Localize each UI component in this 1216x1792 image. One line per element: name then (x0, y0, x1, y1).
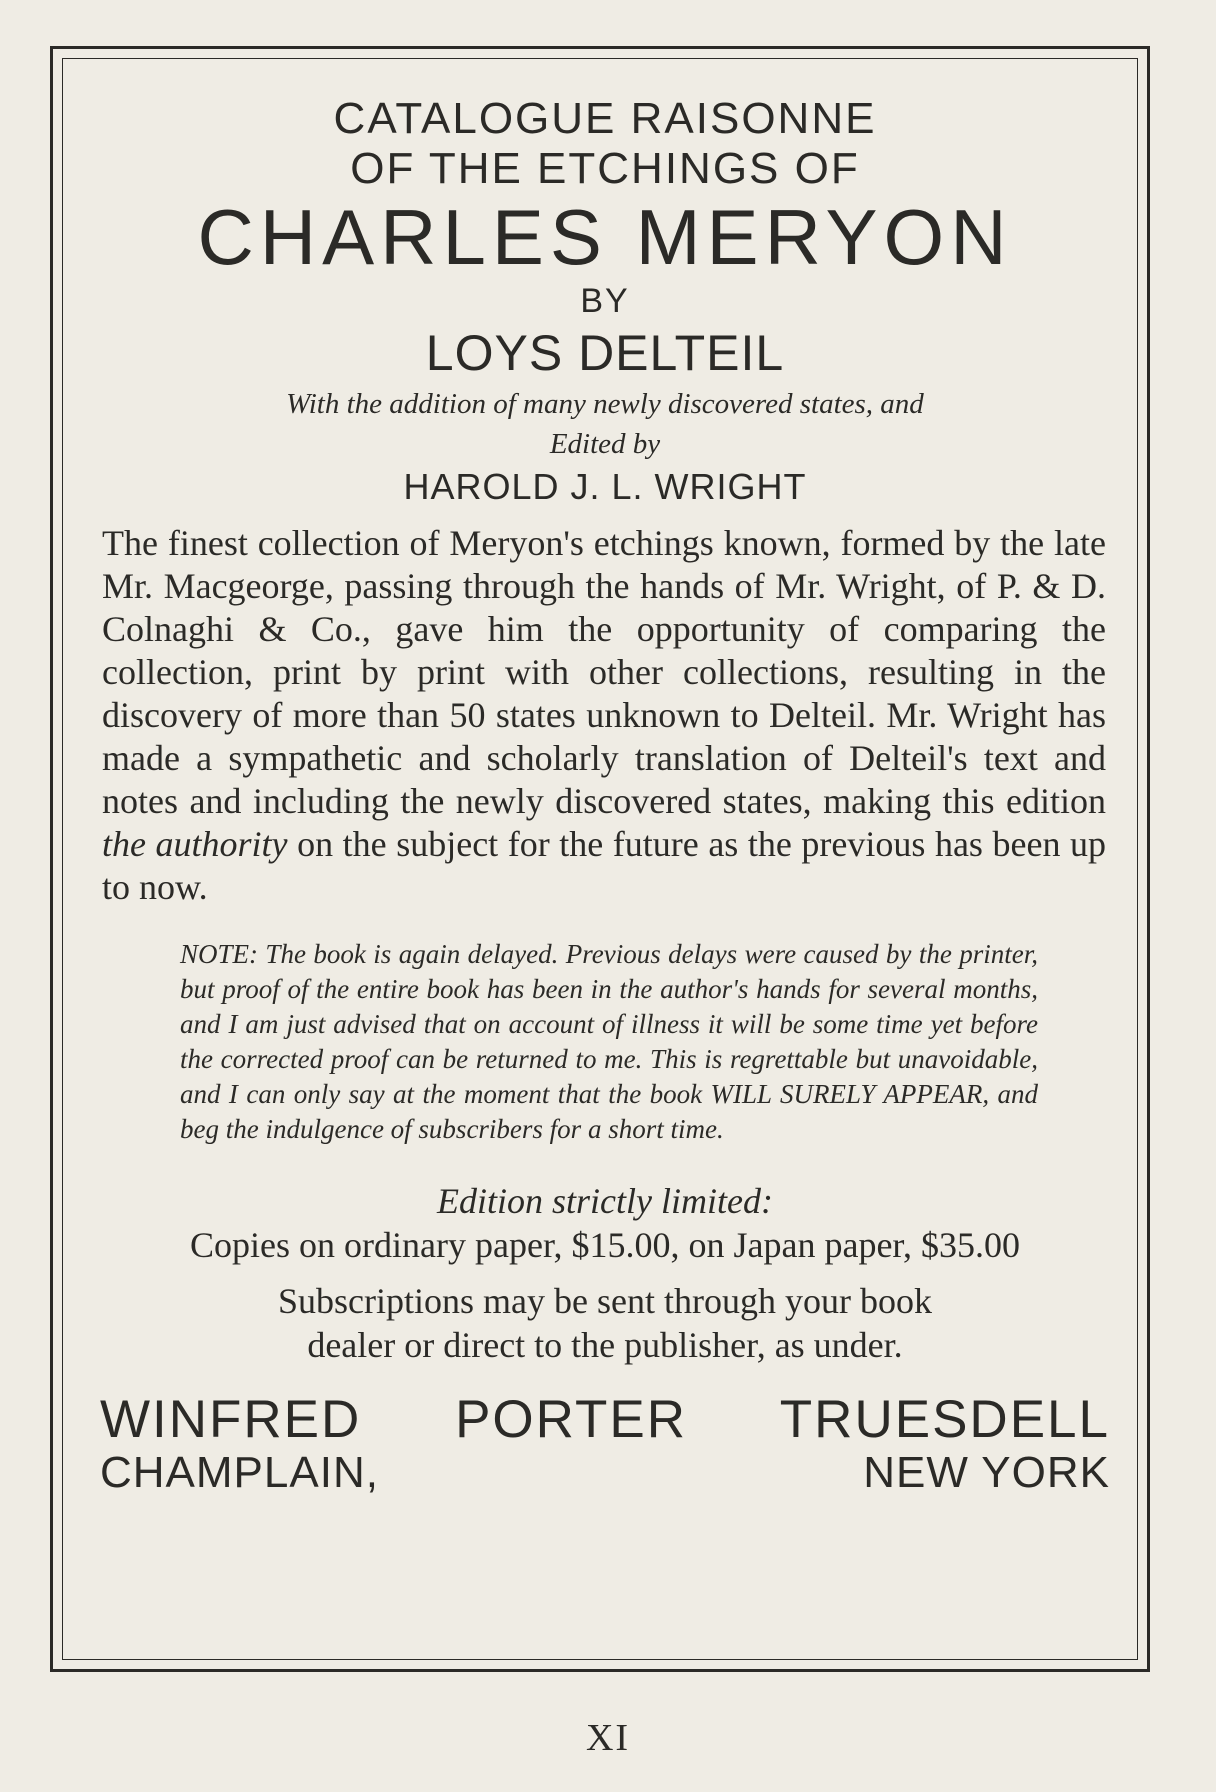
advertisement (100, 94, 1110, 1497)
subscription-line-1: Subscriptions may be sent through your book (278, 1281, 932, 1321)
price-line: Copies on ordinary paper, $15.00, on Japan paper, $35.00 (190, 1225, 1020, 1265)
subscription-line-2: dealer or direct to the publisher, as under. (307, 1325, 903, 1365)
delay-note: NOTE: The book is again delayed. Previous delays were caused by the printer, but proof of the entire book has been in the author's hands for several months, and I am just advised that on account of illness it will be some time yet before the corrected proof can be returned to me. This is regrettable but unavoidable, and I can only say at the moment that the book WILL SURELY APPEAR, and beg the indulgence of subscribers for a short time. (180, 939, 1038, 1144)
title-line-2: OF THE ETCHINGS OF (350, 144, 860, 193)
addition-line: With the addition of many newly discovered states, and (286, 388, 924, 420)
page-number: XI (585, 1717, 631, 1759)
publisher-name: WINFRED PORTER TRUESDELL (100, 1390, 1110, 1449)
by-line: BY (580, 282, 630, 320)
publisher-state: NEW YORK (863, 1448, 1110, 1497)
publisher-city: CHAMPLAIN, (100, 1448, 379, 1497)
description-paragraph (100, 522, 1110, 909)
editor-name: HAROLD J. L. WRIGHT (403, 466, 807, 507)
publisher-location (100, 1449, 1110, 1497)
artist-name: CHARLES MERYON (197, 193, 1013, 281)
description-part-2: on the subject for the future as the previous has been up to now. (102, 824, 1107, 907)
description-emphasis: the authority (102, 824, 288, 864)
edited-by-line: Edited by (549, 428, 661, 460)
author-name: LOYS DELTEIL (425, 325, 785, 381)
description-part-1: The finest collection of Meryon's etchings known, formed by the late Mr. Macgeorge, passing through the hands of Mr. Wright, of P. & D. Colnaghi & Co., gave him the opportunity of comparing the collection, print by print with other collections, resulting in the discovery of more than 50 states unknown to Delteil. Mr. Wright has made a sympathetic and scholarly translation of Delteil's text and notes and including the newly discovered states, making this edition (102, 523, 1106, 821)
edition-title: Edition strictly limited: (437, 1181, 773, 1221)
title-line-1: CATALOGUE RAISONNE (333, 94, 877, 143)
